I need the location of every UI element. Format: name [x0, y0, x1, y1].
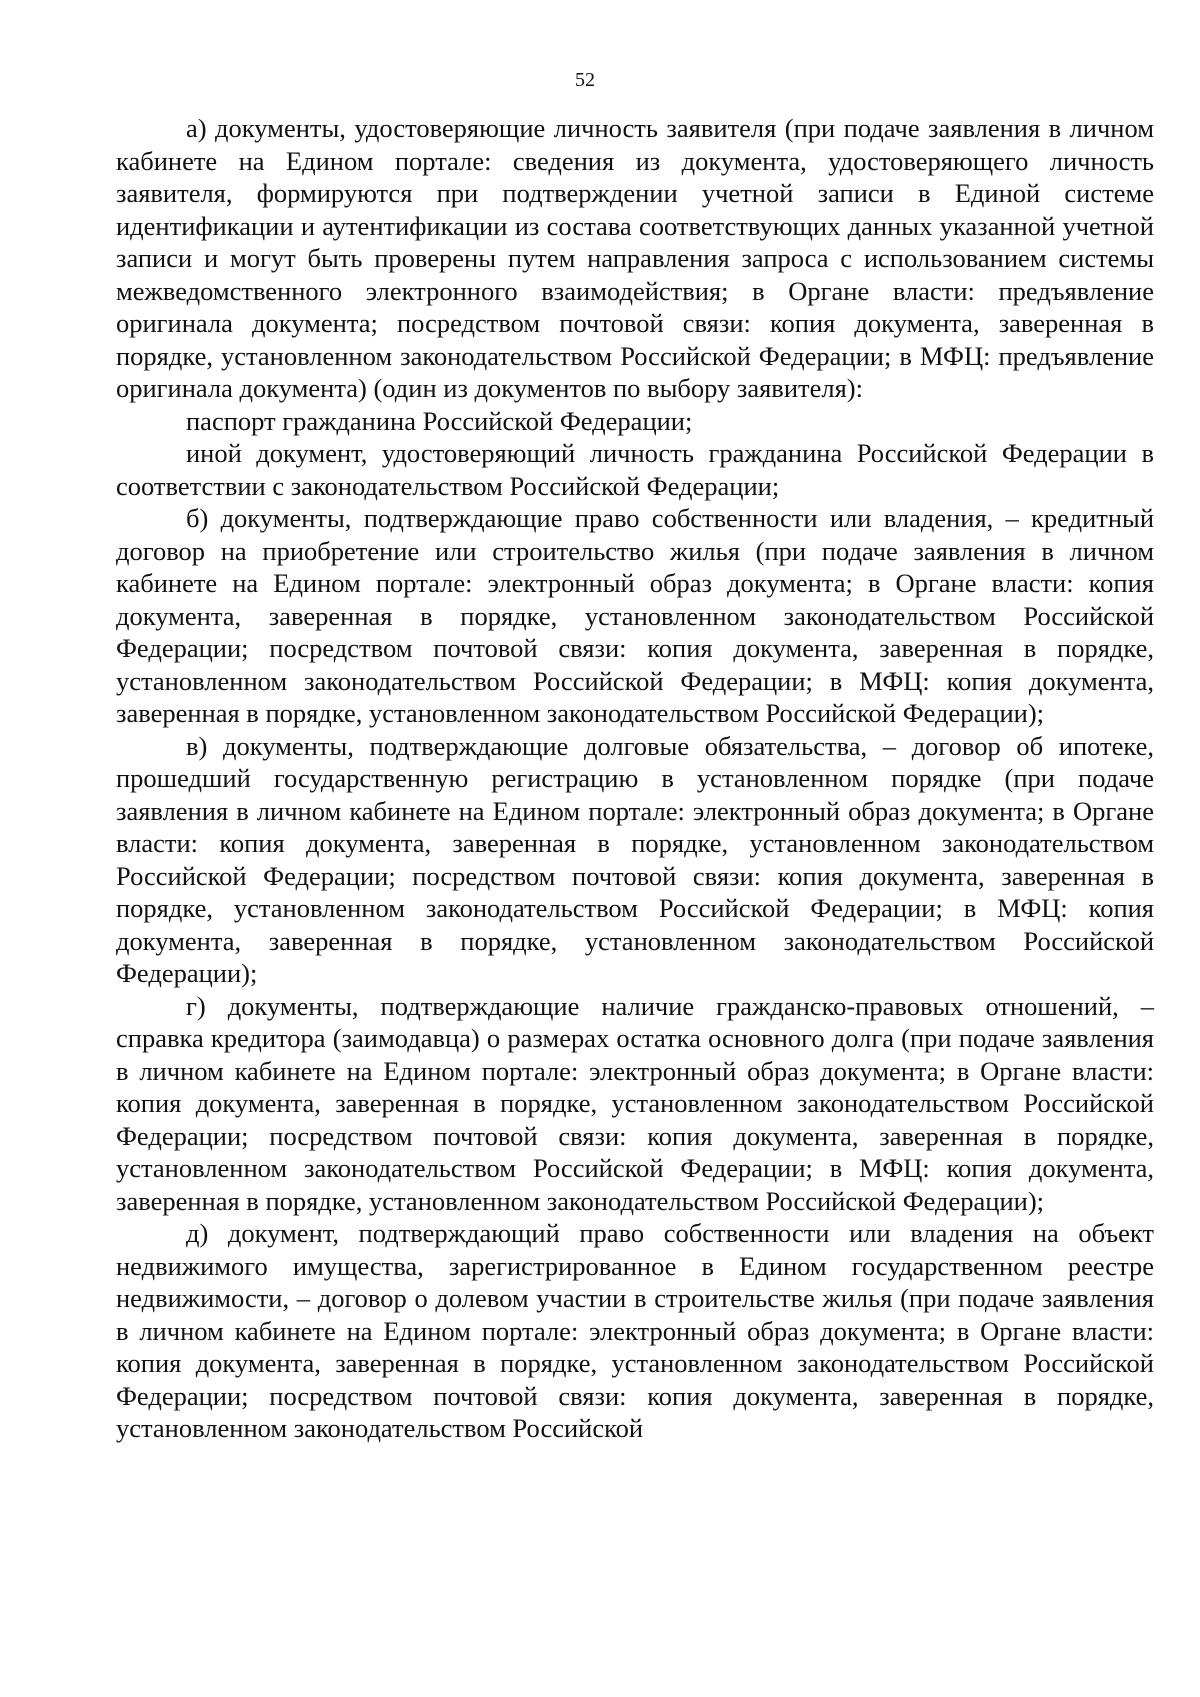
document-body	[116, 112, 1154, 1445]
paragraph-a: а) документы, удостоверяющие личность заявителя (при подаче заявления в личном кабинете на Едином портале: сведения из документа, удостоверяющего личность заявителя, формируются при подтверждении учетной записи в Единой системе идентификации и аутентификации из состава соответствующих данных указанной учетной записи и могут быть проверены путем направления запроса с использованием системы межведомственного электронного взаимодействия; в Органе власти: предъявление оригинала документа; посредством почтовой связи: копия документа, заверенная в порядке, установленном законодательством Российской Федерации; в МФЦ: предъявление оригинала документа) (один из документов по выбору заявителя):	[116, 113, 1154, 403]
paragraph-other-id: иной документ, удостоверяющий личность гражданина Российской Федерации в соответствии с законодательством Российской Федерации;	[116, 438, 1154, 501]
paragraph-passport: паспорт гражданина Российской Федерации;	[186, 405, 693, 436]
page-number: 52	[575, 69, 595, 91]
paragraph-v: в) документы, подтверждающие долговые обязательства, – договор об ипотеке, прошедший государственную регистрацию в установленном порядке (при подаче заявления в личном кабинете на Едином портале: электронный образ документа; в Органе власти: копия документа, заверенная в порядке, установленном законодательством Российской Федерации; посредством почтовой связи: копия документа, заверенная в порядке, установленном законодательством Российской Федерации; в МФЦ: копия документа, заверенная в порядке, установленном законодательством Российской Федерации);	[116, 730, 1154, 988]
paragraph-g: г) документы, подтверждающие наличие гражданско-правовых отношений, – справка кредитора (заимодавца) о размерах остатка основного долга (при подаче заявления в личном кабинете на Едином портале: электронный образ документа; в Органе власти: копия документа, заверенная в порядке, установленном законодательством Российской Федерации; посредством почтовой связи: копия документа, заверенная в порядке, установленном законодательством Российской Федерации; в МФЦ: копия документа, заверенная в порядке, установленном законодательством Российской Федерации);	[116, 990, 1154, 1216]
paragraph-b: б) документы, подтверждающие право собственности или владения, – кредитный договор на приобретение или строительство жилья (при подаче заявления в личном кабинете на Едином портале: электронный образ документа; в Органе власти: копия документа, заверенная в порядке, установленном законодательством Российской Федерации; посредством почтовой связи: копия документа, заверенная в порядке, установленном законодательством Российской Федерации; в МФЦ: копия документа, заверенная в порядке, установленном законодательством Российской Федерации);	[116, 503, 1154, 728]
paragraph-d: д) документ, подтверждающий право собственности или владения на объект недвижимого имущества, зарегистрированное в Едином государственном реестре недвижимости, – договор о долевом участии в строительстве жилья (при подаче заявления в личном кабинете на Едином портале: электронный образ документа; в Органе власти: копия документа, заверенная в порядке, установленном законодательством Российской Федерации; посредством почтовой связи: копия документа, заверенная в порядке, установленном законодательством Российской	[116, 1218, 1154, 1443]
